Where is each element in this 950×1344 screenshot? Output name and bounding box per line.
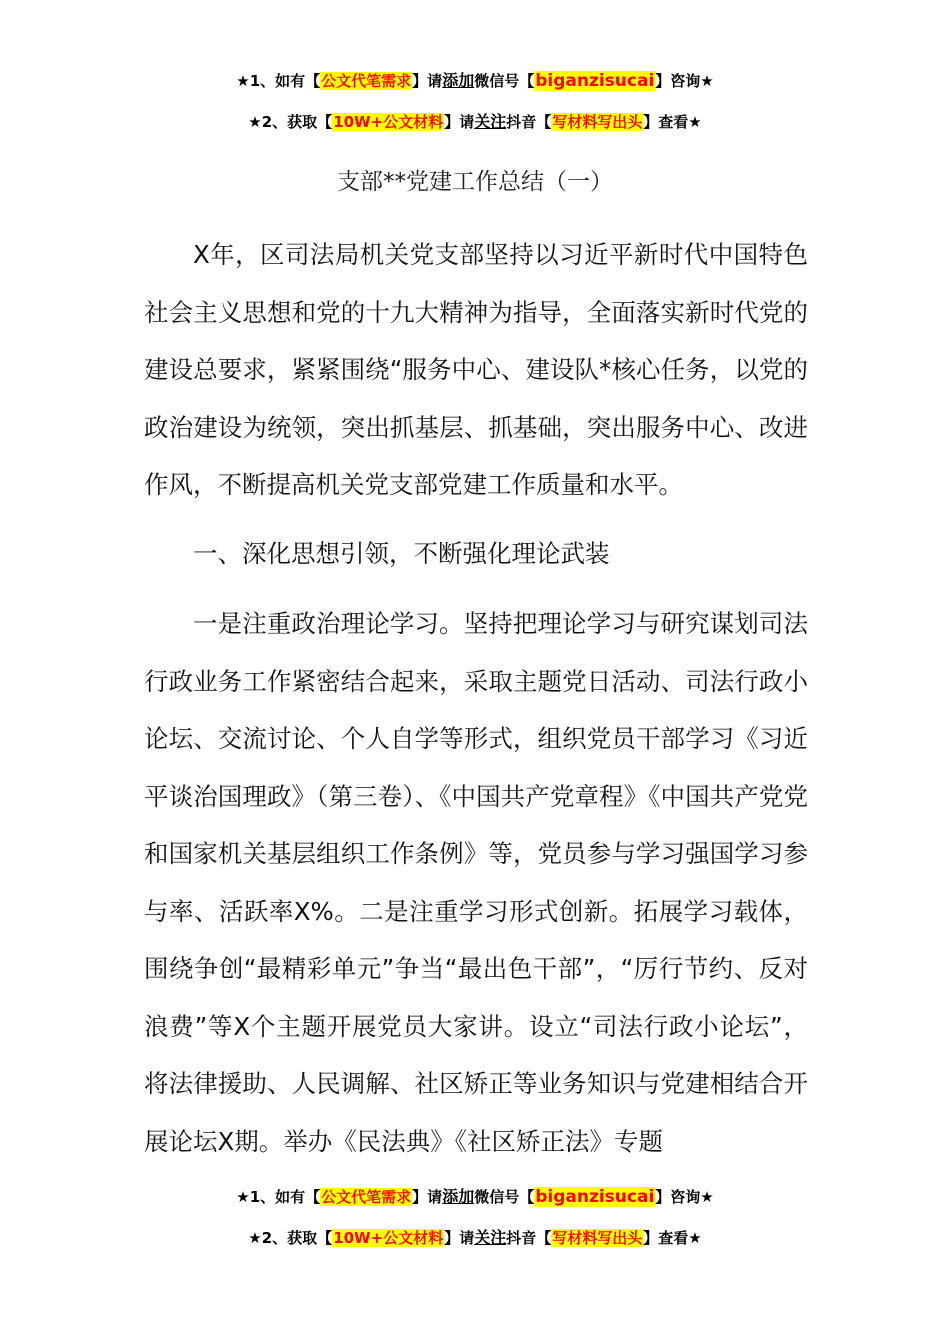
ad-text: 】请: [444, 1229, 475, 1247]
ad-douyin-id: 写材料写出头: [552, 1229, 643, 1247]
ad-underline: 添加: [442, 1187, 475, 1206]
ad-bottom-line-1: [0, 1186, 950, 1208]
ad-highlight: 公文代笔需求: [321, 72, 412, 90]
ad-highlight: 10W+公文材料: [333, 1229, 444, 1247]
ad-text: 】查看★: [643, 113, 702, 131]
paragraph-section-1: 一是注重政治理论学习。坚持把理论学习与研究谋划司法行政业务工作紧密结合起来，采取主题党日活动、司法行政小论坛、交流讨论、个人自学等形式，组织党员干部学习《习近平谈治国理政》（第三卷）、《中国共产党章程》《中国共产党党和国家机关基层组织工作条例》等，党员参与学习强国学习参与率、活跃率X%。二是注重学习形式创新。拓展学习载体，围绕争创“最精彩单元”争当“最出色干部”，“厉行节约、反对浪费”等X个主题开展党员大家讲。设立“司法行政小论坛”，将法律援助、人民调解、社区矫正等业务知识与党建相结合开展论坛X期。举办《民法典》《社区矫正法》专题: [144, 609, 808, 1156]
ad-text: 抖音【: [506, 1229, 552, 1247]
ad-text: 微信号【: [474, 72, 535, 90]
ad-bottom-line-2: [0, 1227, 950, 1249]
ad-text: ★2、获取【: [248, 113, 333, 131]
ad-top-line-2: [0, 111, 950, 133]
ad-top-line-1: [0, 70, 950, 92]
ad-text: 微信号【: [474, 1188, 535, 1206]
ad-underline: 关注: [474, 112, 507, 131]
ad-text: 】请: [444, 113, 475, 131]
ad-text: 】咨询★: [655, 1188, 714, 1206]
document-title: 支部**党建工作总结（一）: [337, 169, 613, 195]
paragraph-intro: X年，区司法局机关党支部坚持以习近平新时代中国特色社会主义思想和党的十九大精神为指导，全面落实新时代党的建设总要求，紧紧围绕“服务中心、建设队*核心任务，以党的政治建设为统领，突出抓基层、抓基础，突出服务中心、改进作风，不断提高机关党支部党建工作质量和水平。: [144, 240, 808, 499]
ad-text: ★1、如有【: [236, 1188, 321, 1206]
ad-text: ★2、获取【: [248, 1229, 333, 1247]
ad-text: ★1、如有【: [236, 72, 321, 90]
ad-highlight: 10W+公文材料: [333, 113, 444, 131]
ad-wechat-id: biganzisucai: [535, 71, 655, 91]
ad-text: 】查看★: [643, 1229, 702, 1247]
ad-text: 抖音【: [506, 113, 552, 131]
ad-underline: 关注: [474, 1228, 507, 1247]
section-heading-1: 一、深化思想引领，不断强化理论武装: [193, 539, 610, 568]
ad-highlight: 公文代笔需求: [321, 1188, 412, 1206]
ad-text: 】请: [412, 1188, 443, 1206]
ad-text: 】请: [412, 72, 443, 90]
ad-douyin-id: 写材料写出头: [552, 113, 643, 131]
ad-underline: 添加: [442, 71, 475, 90]
ad-wechat-id: biganzisucai: [535, 1187, 655, 1207]
ad-text: 】咨询★: [655, 72, 714, 90]
